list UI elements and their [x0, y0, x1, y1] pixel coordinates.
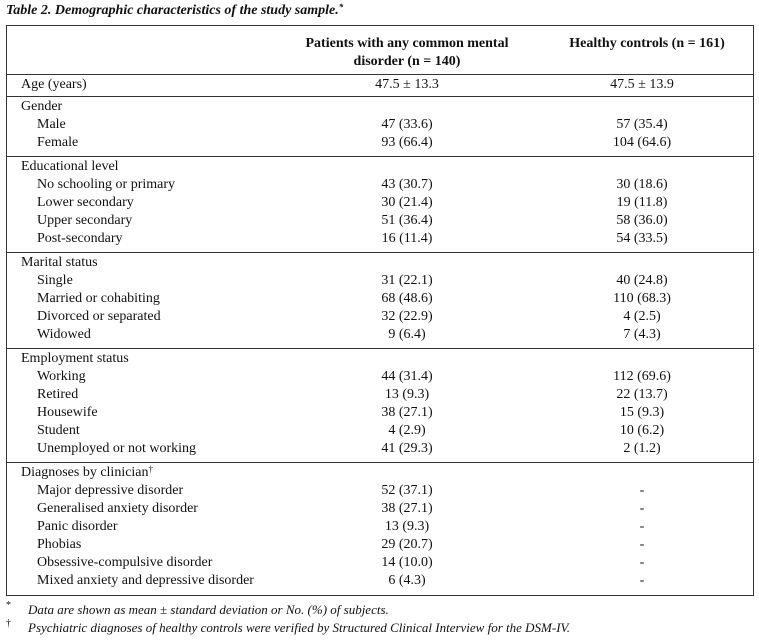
row-label — [37, 290, 160, 308]
controls-value: 57 (35.4) — [616, 117, 668, 132]
patients-value: 30 (21.4) — [381, 195, 433, 210]
table-row — [7, 404, 753, 422]
patients-value: 16 (11.4) — [381, 231, 433, 246]
patients-value: 47 (33.6) — [381, 117, 433, 132]
row-label-text: Male — [37, 117, 66, 132]
section-title — [7, 158, 753, 176]
controls-value: 2 (1.2) — [623, 441, 661, 456]
header-patients-line2: disorder (n = 140) — [353, 54, 461, 69]
table-row — [7, 230, 753, 248]
table-row — [7, 536, 753, 554]
controls-value: 4 (2.5) — [623, 309, 661, 324]
row-label-text: Widowed — [37, 327, 91, 342]
controls-value: 47.5 ± 13.9 — [610, 77, 674, 92]
caption-footnote-mark: * — [338, 2, 344, 12]
row-label-text: Student — [37, 423, 80, 438]
patients-value: 13 (9.3) — [384, 519, 430, 534]
row-label-text: Marital status — [21, 255, 98, 270]
row-label — [37, 272, 73, 290]
header-patients — [282, 35, 532, 71]
table-row — [7, 386, 753, 404]
patients-value: 29 (20.7) — [381, 537, 433, 552]
table-row — [7, 134, 753, 152]
footnote-2-text: Psychiatric diagnoses of healthy controls were verified by Structured Clinical Interview for the DSM-IV. — [28, 620, 571, 635]
section-divider — [7, 252, 753, 253]
controls-value: - — [639, 501, 645, 516]
patients-value: 68 (48.6) — [381, 291, 433, 306]
table-row — [7, 272, 753, 290]
footnote-1-text: Data are shown as mean ± standard deviation or No. (%) of subjects. — [28, 602, 389, 617]
row-label-text: Single — [37, 273, 73, 288]
table-row — [7, 212, 753, 230]
table-row — [7, 176, 753, 194]
row-label — [37, 194, 134, 212]
controls-value: 30 (18.6) — [616, 177, 668, 192]
patients-value: 32 (22.9) — [381, 309, 433, 324]
controls-value: 54 (33.5) — [616, 231, 668, 246]
demographics-table — [6, 25, 754, 596]
row-label — [37, 500, 198, 518]
patients-value: 31 (22.1) — [381, 273, 433, 288]
patients-value: 93 (66.4) — [381, 135, 433, 150]
patients-value: 47.5 ± 13.3 — [375, 77, 439, 92]
row-label — [37, 134, 78, 152]
controls-value: 112 (69.6) — [613, 369, 671, 384]
table-row — [7, 572, 753, 590]
controls-value: - — [639, 573, 645, 588]
controls-value: 58 (36.0) — [616, 213, 668, 228]
row-label — [21, 350, 129, 368]
row-label — [37, 572, 254, 590]
row-label-text: Mixed anxiety and depressive disorder — [37, 573, 254, 588]
controls-value: - — [639, 519, 645, 534]
section-title — [7, 350, 753, 368]
row-label-text: Diagnoses by clinician — [21, 465, 149, 480]
row-label — [21, 98, 62, 116]
table-row — [7, 290, 753, 308]
section-divider — [7, 96, 753, 97]
patients-value: 6 (4.3) — [388, 573, 426, 588]
patients-value: 44 (31.4) — [381, 369, 433, 384]
patients-value: 51 (36.4) — [381, 213, 433, 228]
controls-value: 10 (6.2) — [619, 423, 665, 438]
controls-value: 22 (13.7) — [616, 387, 668, 402]
row-label — [37, 404, 98, 422]
table-row — [7, 440, 753, 458]
row-label — [37, 536, 81, 554]
row-label-text: Married or cohabiting — [37, 291, 160, 306]
footnote-1-mark: * — [6, 600, 11, 611]
row-label — [21, 464, 153, 482]
row-label — [37, 230, 123, 248]
section-divider — [7, 348, 753, 349]
row-label-text: Housewife — [37, 405, 98, 420]
section-divider — [7, 74, 753, 75]
row-label — [37, 212, 132, 230]
row-label — [37, 518, 117, 536]
row-label — [37, 326, 91, 344]
table-row — [7, 308, 753, 326]
controls-value: 104 (64.6) — [612, 135, 672, 150]
row-label — [37, 554, 212, 572]
table-row — [7, 326, 753, 344]
controls-value: 19 (11.8) — [616, 195, 668, 210]
row-label-text: Generalised anxiety disorder — [37, 501, 198, 516]
table-caption — [6, 2, 343, 20]
table-row — [7, 368, 753, 386]
patients-value: 14 (10.0) — [381, 555, 433, 570]
controls-value: - — [639, 537, 645, 552]
row-label-text: Retired — [37, 387, 79, 402]
patients-value: 41 (29.3) — [381, 441, 433, 456]
table-row — [7, 482, 753, 500]
caption-text: Table 2. Demographic characteristics of the study sample. — [6, 3, 339, 18]
table-header — [7, 26, 753, 74]
patients-value: 43 (30.7) — [381, 177, 433, 192]
section-divider — [7, 156, 753, 157]
table-row — [7, 422, 753, 440]
row-label-text: Employment status — [21, 351, 129, 366]
age-row — [7, 76, 753, 94]
header-patients-line1: Patients with any common mental — [305, 36, 509, 51]
row-label-text: Major depressive disorder — [37, 483, 184, 498]
row-footnote-mark: † — [148, 464, 154, 474]
row-label-text: Panic disorder — [37, 519, 118, 534]
row-label-text: Post-secondary — [37, 231, 123, 246]
row-label-text: No schooling or primary — [37, 177, 176, 192]
patients-value: 9 (6.4) — [388, 327, 426, 342]
row-label-text: Educational level — [21, 159, 119, 174]
row-label-text: Obsessive-compulsive disorder — [37, 555, 213, 570]
table-row — [7, 194, 753, 212]
table-row — [7, 500, 753, 518]
row-label — [37, 440, 196, 458]
row-label — [37, 368, 86, 386]
row-label-text: Upper secondary — [37, 213, 133, 228]
row-label — [21, 254, 98, 272]
controls-value: 7 (4.3) — [623, 327, 661, 342]
patients-value: 13 (9.3) — [384, 387, 430, 402]
row-label — [37, 482, 183, 500]
table-row — [7, 554, 753, 572]
section-title — [7, 254, 753, 272]
row-label — [37, 116, 66, 134]
row-label — [21, 76, 87, 94]
row-label-text: Working — [37, 369, 86, 384]
row-label-text: Unemployed or not working — [37, 441, 197, 456]
controls-value: 15 (9.3) — [619, 405, 665, 420]
controls-value: 110 (68.3) — [613, 291, 671, 306]
patients-value: 4 (2.9) — [388, 423, 426, 438]
row-label — [21, 158, 119, 176]
table-row — [7, 116, 753, 134]
section-divider — [7, 462, 753, 463]
row-label — [37, 386, 78, 404]
controls-value: - — [639, 483, 645, 498]
row-label-text: Age (years) — [21, 77, 87, 92]
row-label — [37, 422, 80, 440]
controls-value: - — [639, 555, 645, 570]
section-title — [7, 464, 753, 482]
patients-value: 38 (27.1) — [381, 405, 433, 420]
row-label-text: Gender — [21, 99, 63, 114]
patients-value: 38 (27.1) — [381, 501, 433, 516]
section-title — [7, 98, 753, 116]
row-label-text: Phobias — [37, 537, 82, 552]
patients-value: 52 (37.1) — [381, 483, 433, 498]
row-label — [37, 176, 175, 194]
table-row — [7, 518, 753, 536]
row-label-text: Lower secondary — [37, 195, 134, 210]
controls-value: 40 (24.8) — [616, 273, 668, 288]
row-label-text: Divorced or separated — [37, 309, 161, 324]
row-label-text: Female — [37, 135, 79, 150]
header-controls: Healthy controls (n = 161) — [569, 36, 725, 51]
row-label — [37, 308, 161, 326]
footnote-2-mark: † — [6, 618, 11, 629]
